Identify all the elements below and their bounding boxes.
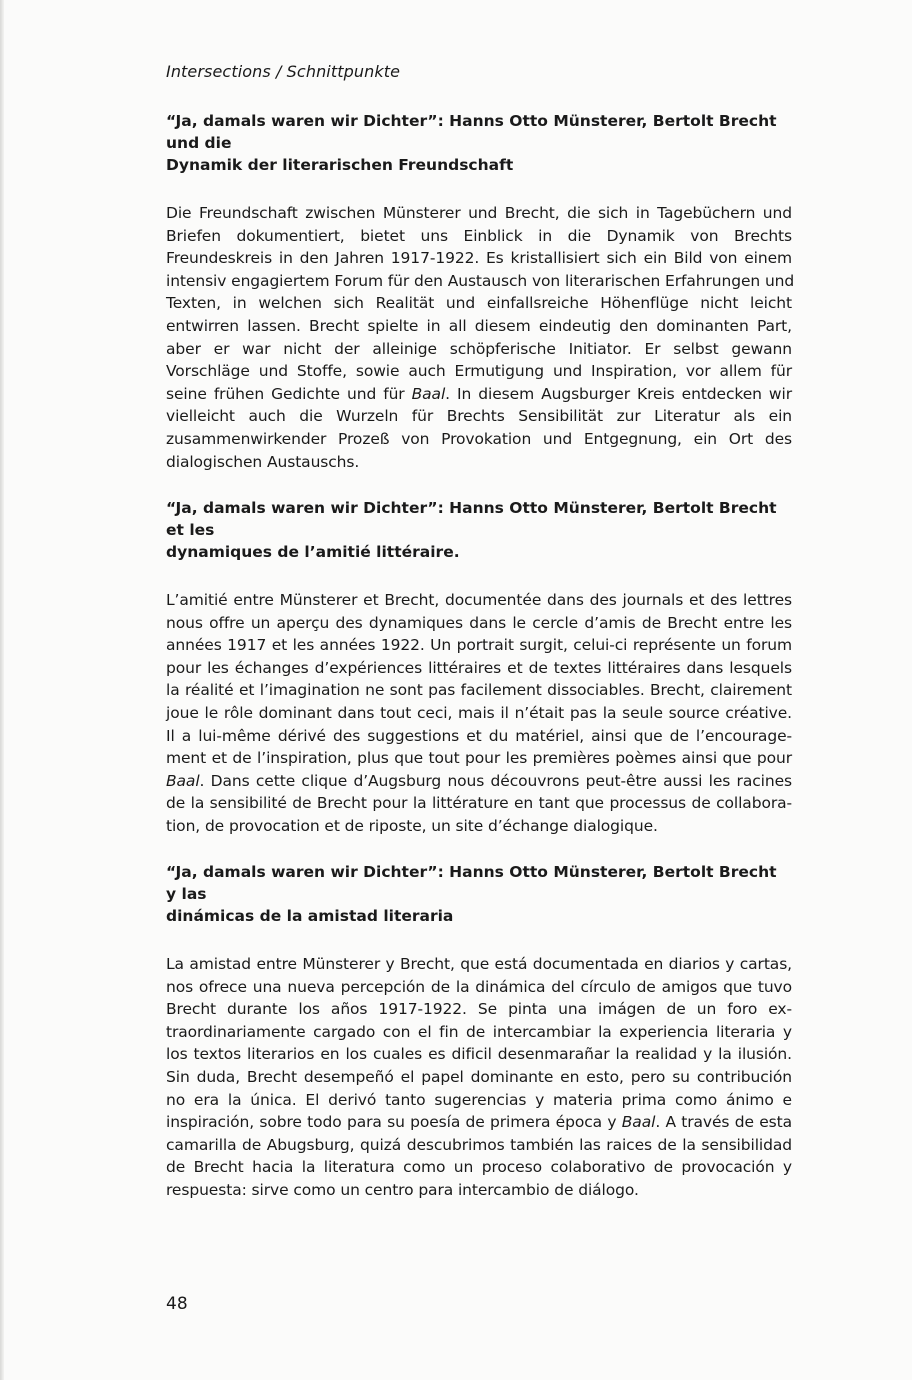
title-line: Dynamik der literarischen Freundschaft [166, 156, 514, 174]
page-number: 48 [166, 1294, 188, 1314]
french-abstract-title [166, 497, 792, 563]
text-line: Vorschläge und Stoffe, sowie auch Ermutigung und Inspiration, vor allem für [166, 362, 792, 381]
text-line: camarilla de Abugsburg, quizá descubrimos también las raices de la sensibilidad [166, 1135, 792, 1154]
spanish-abstract-body [166, 953, 792, 1202]
spanish-abstract [166, 861, 792, 1202]
german-abstract-title [166, 110, 792, 176]
german-abstract [166, 110, 795, 473]
french-abstract-body [166, 589, 792, 838]
spanish-abstract-title [166, 861, 792, 927]
text-line: tion, de provocation et de riposte, un site d’échange dialogique. [166, 816, 658, 835]
text-line: vielleicht auch die Wurzeln für Brechts Sensibilität zur Literatur als ein [166, 407, 792, 426]
text-line: de la sensibilité de Brecht pour la littérature en tant que processus de collabora- [166, 794, 792, 813]
text-line: dialogischen Austauschs. [166, 452, 360, 471]
text-line: Sin duda, Brecht desempeñó el papel dominante en esto, pero su contribución [166, 1067, 792, 1086]
text-line: nous offre un aperçu des dynamiques dans le cercle d’amis de Brecht entre les [166, 613, 792, 632]
text-line: La amistad entre Münsterer y Brecht, que está documentada en diarios y cartas, [166, 955, 792, 973]
text-line: no era la única. El derivó tanto sugerencias y materia prima como ánimo e [166, 1090, 792, 1109]
text-line: Briefen dokumentiert, bietet uns Einblick in die Dynamik von Brechts [166, 226, 792, 245]
text-line: traordinariamente cargado con el fin de intercambiar la experiencia literaria y [166, 1022, 792, 1041]
text-line: zusammenwirkender Prozeß von Provokation und Entgegnung, ein Ort des [166, 429, 792, 448]
text-line: los textos literarios en los cuales es dificil desenmarañar la realidad y la ilusión. [166, 1045, 792, 1064]
text-line: Freundeskreis in den Jahren 1917-1922. Es kristallisiert sich ein Bild von einem [166, 249, 792, 268]
text-line: aber er war nicht der alleinige schöpferische Initiator. Er selbst gewann [166, 339, 792, 358]
text-line: nos ofrece una nueva percepción de la dinámica del círculo de amigos que tuvo [166, 977, 792, 996]
text-line: Il a lui-même dérivé des suggestions et du matériel, ainsi que de l’encourage- [166, 726, 792, 745]
text-line: respuesta: sirve como un centro para intercambio de diálogo. [166, 1180, 639, 1199]
text-line: Die Freundschaft zwischen Münsterer und Brecht, die sich in Tagebüchern und [166, 204, 792, 222]
text-line: Brecht durante los años 1917-1922. Se pinta una imágen de un foro ex- [166, 1000, 792, 1019]
text-line: ment et de l’inspiration, plus que tout pour les premières poèmes ainsi que pour [166, 749, 792, 768]
page-edge [0, 0, 4, 1380]
text-line: pour les échanges d’expériences littéraires et de textes littéraires dans lesquels [166, 658, 792, 677]
text-line: de Brecht hacia la literatura como un proceso colaborativo de provocación y [166, 1158, 792, 1177]
text-line: L’amitié entre Münsterer et Brecht, documentée dans des journals et des lettres [166, 591, 792, 609]
title-line: “Ja, damals waren wir Dichter”: Hanns Otto Münsterer, Bertolt Brecht et les [166, 499, 777, 539]
title-line: dinámicas de la amistad literaria [166, 907, 454, 925]
text-line: Texten, in welchen sich Realität und einfallsreiche Höhenflüge nicht leicht [166, 294, 792, 313]
title-line: dynamiques de l’amitié littéraire. [166, 543, 460, 561]
title-line: “Ja, damals waren wir Dichter”: Hanns Otto Münsterer, Bertolt Brecht y las [166, 863, 777, 903]
text-line: années 1917 et les années 1922. Un portrait surgit, celui-ci représente un forum [166, 636, 792, 655]
german-abstract-body [166, 202, 795, 473]
running-head: Intersections / Schnittpunkte [166, 62, 401, 81]
text-line: intensiv engagiertem Forum für den Austausch von literarischen Erfahrungen und [166, 271, 795, 290]
text-line: joue le rôle dominant dans tout ceci, mais il n’était pas la seule source créative. [166, 703, 792, 722]
text-line: entwirren lassen. Brecht spielte in all diesem eindeutig den dominanten Part, [166, 316, 792, 335]
text-line: Baal. Dans cette clique d’Augsburg nous découvrons peut-être aussi les racines [166, 771, 792, 790]
text-line: seine frühen Gedichte und für Baal. In diesem Augsburger Kreis entdecken wir [166, 384, 792, 403]
french-abstract [166, 497, 792, 838]
text-line: inspiración, sobre todo para su poesía de primera época y Baal. A través de esta [166, 1113, 792, 1132]
text-line: la réalité et l’imagination ne sont pas facilement dissociables. Brecht, clairement [166, 681, 792, 700]
title-line: “Ja, damals waren wir Dichter”: Hanns Otto Münsterer, Bertolt Brecht und die [166, 112, 777, 152]
